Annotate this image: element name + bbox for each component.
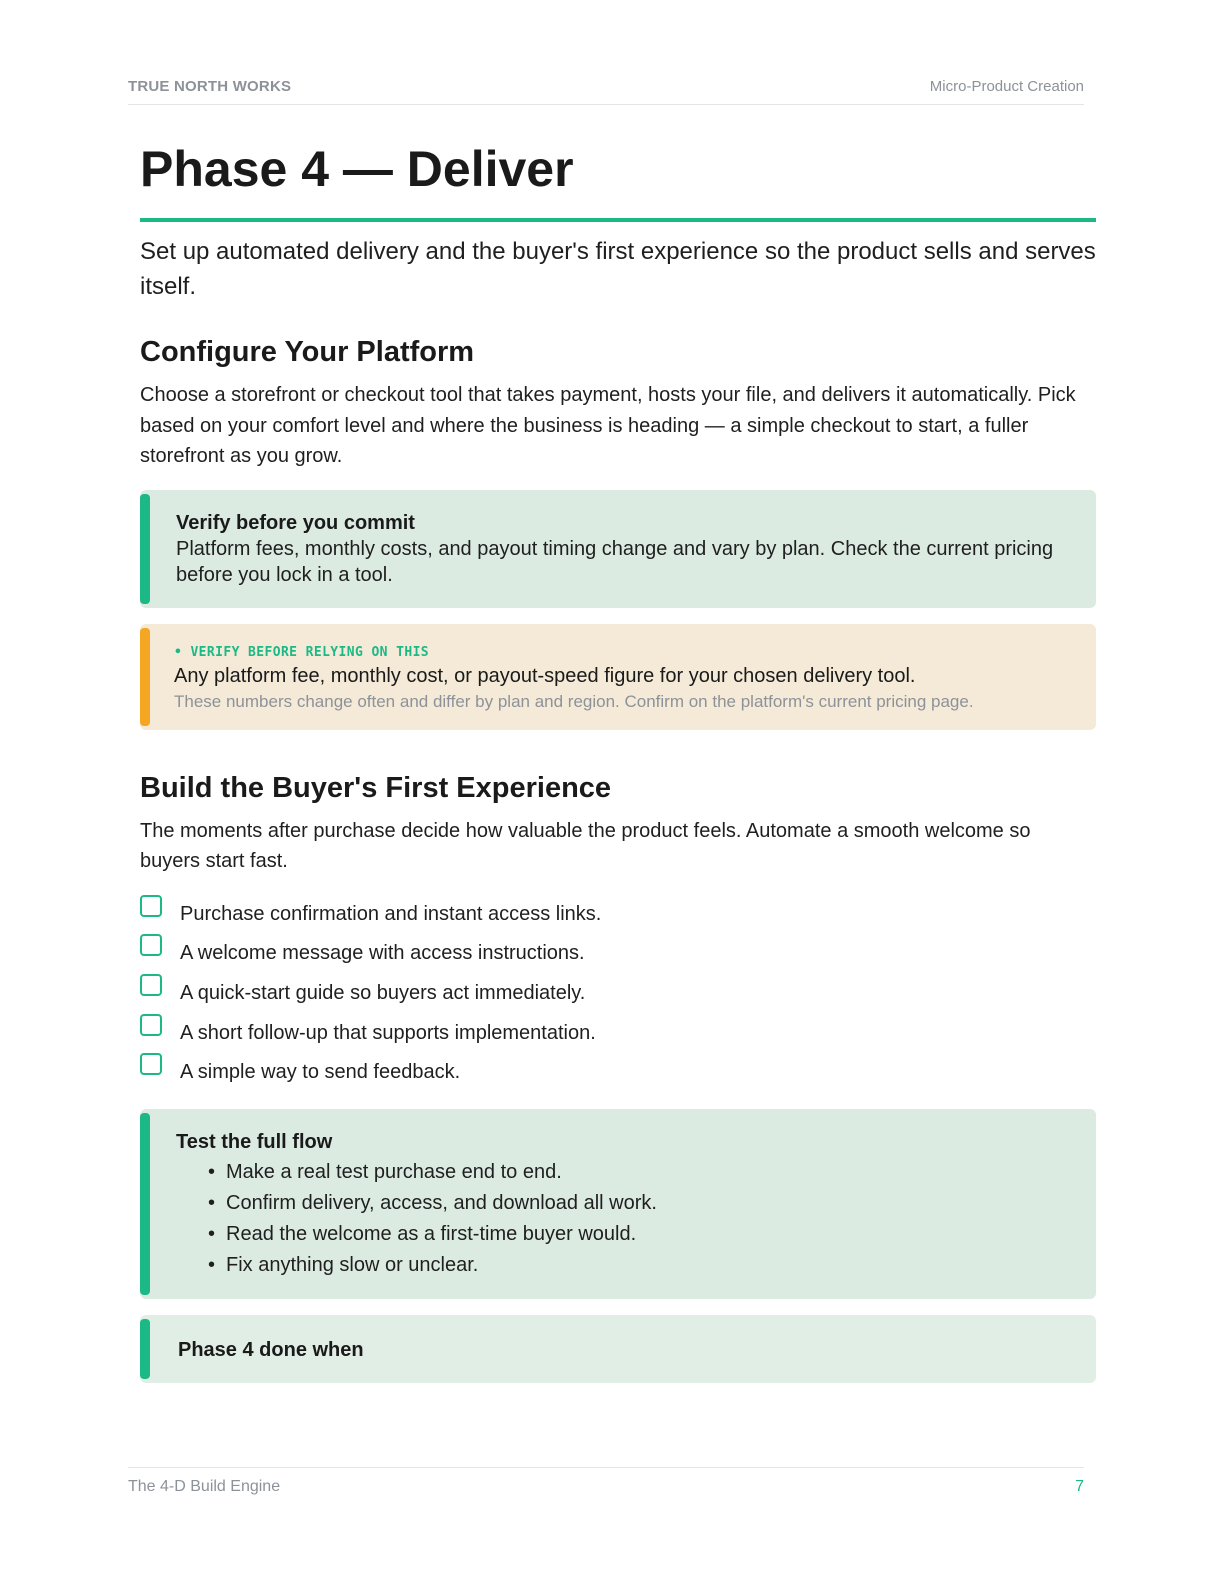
page-lede: Set up automated delivery and the buyer's first experience so the product sells and serves itself. [140, 238, 1096, 300]
checklist-item-label: A welcome message with access instructions. [180, 942, 585, 965]
checklist-item-label: Purchase confirmation and instant access links. [180, 902, 602, 925]
page-title: Phase 4 — Deliver [140, 140, 1096, 222]
section-name: Micro-Product Creation [929, 78, 1084, 95]
warning-tag: • VERIFY BEFORE RELYING ON THIS [174, 644, 430, 660]
checkbox-icon[interactable] [140, 1053, 162, 1075]
checkbox-icon[interactable] [140, 934, 162, 956]
running-header [128, 78, 1084, 105]
test-flow-item: • Fix anything slow or unclear. [208, 1250, 1072, 1281]
test-flow-title: Test the full flow [176, 1130, 333, 1153]
test-flow-item: • Confirm delivery, access, and download all work. [208, 1188, 1072, 1219]
test-flow-item: • Make a real test purchase end to end. [208, 1157, 1072, 1188]
done-when-callout [140, 1315, 1096, 1383]
checklist-item [140, 899, 1096, 939]
checklist-item [140, 1018, 1096, 1058]
checkbox-icon[interactable] [140, 974, 162, 996]
done-when-title: Phase 4 done when [178, 1338, 364, 1361]
experience-body: The moments after purchase decide how valuable the product feels. Automate a smooth welcome so buyers start fast. [140, 819, 1031, 872]
brand-name: TRUE NORTH WORKS [128, 78, 292, 95]
checklist-item [140, 978, 1096, 1018]
checklist [140, 899, 1096, 1097]
checkbox-icon[interactable] [140, 895, 162, 917]
test-flow-callout [140, 1109, 1096, 1299]
test-flow-item: • Read the welcome as a first-time buyer would. [208, 1219, 1072, 1250]
warning-callout [140, 624, 1096, 730]
verify-callout-text: Platform fees, monthly costs, and payout timing change and vary by plan. Check the current pricing before you lock in a tool. [176, 537, 1054, 586]
page-content [140, 140, 1096, 1383]
running-footer [128, 1467, 1084, 1496]
checklist-item [140, 938, 1096, 978]
test-flow-list [176, 1157, 1072, 1281]
checkbox-icon[interactable] [140, 1014, 162, 1036]
experience-heading: Build the Buyer's First Experience [140, 771, 612, 804]
configure-body: Choose a storefront or checkout tool that takes payment, hosts your file, and delivers it automatically. Pick based on your comfort level and where the business is heading — a simple checkout to start, a fuller storefront as you grow. [140, 384, 1076, 467]
configure-heading: Configure Your Platform [140, 336, 475, 368]
checklist-item-label: A simple way to send feedback. [180, 1061, 461, 1084]
footer-doc-title: The 4-D Build Engine [128, 1478, 281, 1495]
checklist-item [140, 1057, 1096, 1097]
verify-callout [140, 490, 1096, 608]
warning-note: These numbers change often and differ by plan and region. Confirm on the platform's current pricing page. [174, 691, 974, 711]
checklist-item-label: A short follow-up that supports implementation. [180, 1021, 596, 1044]
verify-callout-title: Verify before you commit [176, 511, 415, 534]
checklist-item-label: A quick-start guide so buyers act immediately. [180, 981, 586, 1004]
page-number: 7 [1075, 1478, 1084, 1495]
warning-main-text: Any platform fee, monthly cost, or payout-speed figure for your chosen delivery tool. [174, 664, 916, 687]
